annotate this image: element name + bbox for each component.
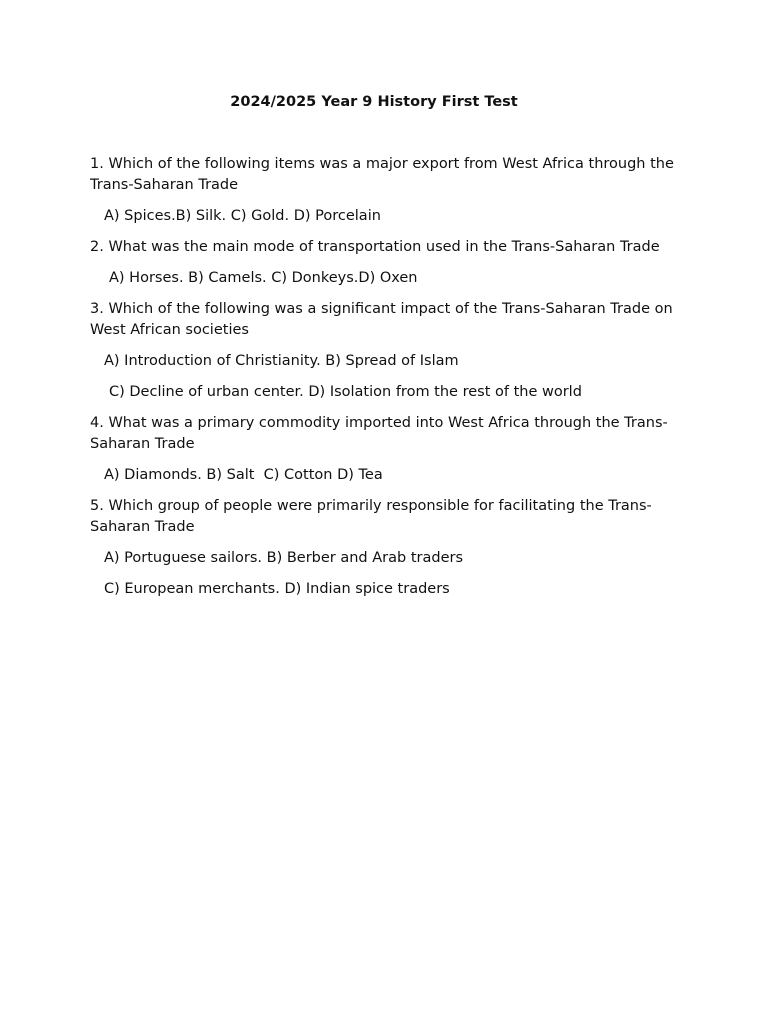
question-1-options: A) Spices.B) Silk. C) Gold. D) Porcelain <box>104 208 381 224</box>
question-5-text: 5. Which group of people were primarily responsible for facilitating the Trans-Saharan Trade <box>90 498 652 535</box>
question-list <box>90 154 680 610</box>
question-2-options: A) Horses. B) Camels. C) Donkeys.D) Oxen <box>109 270 418 286</box>
question-2-text: 2. What was the main mode of transportation used in the Trans-Saharan Trade <box>90 239 660 255</box>
question-3 <box>90 299 680 403</box>
question-1-text: 1. Which of the following items was a major export from West Africa through the Trans-Saharan Trade <box>90 156 674 193</box>
question-5-options-line-2: C) European merchants. D) Indian spice traders <box>104 581 450 597</box>
question-5-options-line-1: A) Portuguese sailors. B) Berber and Arab traders <box>104 550 464 566</box>
question-3-options-line-2: C) Decline of urban center. D) Isolation from the rest of the world <box>109 384 582 400</box>
question-4-options: A) Diamonds. B) Salt C) Cotton D) Tea <box>104 467 383 483</box>
question-1 <box>90 154 680 227</box>
question-4-text: 4. What was a primary commodity imported into West Africa through the Trans-Saharan Trade <box>90 415 668 452</box>
question-2 <box>90 237 680 289</box>
question-3-text: 3. Which of the following was a significant impact of the Trans-Saharan Trade on West African societies <box>90 301 673 338</box>
page-title: 2024/2025 Year 9 History First Test <box>230 94 518 110</box>
question-5 <box>90 496 680 600</box>
question-4 <box>90 413 680 486</box>
question-3-options-line-1: A) Introduction of Christianity. B) Spread of Islam <box>104 353 459 369</box>
